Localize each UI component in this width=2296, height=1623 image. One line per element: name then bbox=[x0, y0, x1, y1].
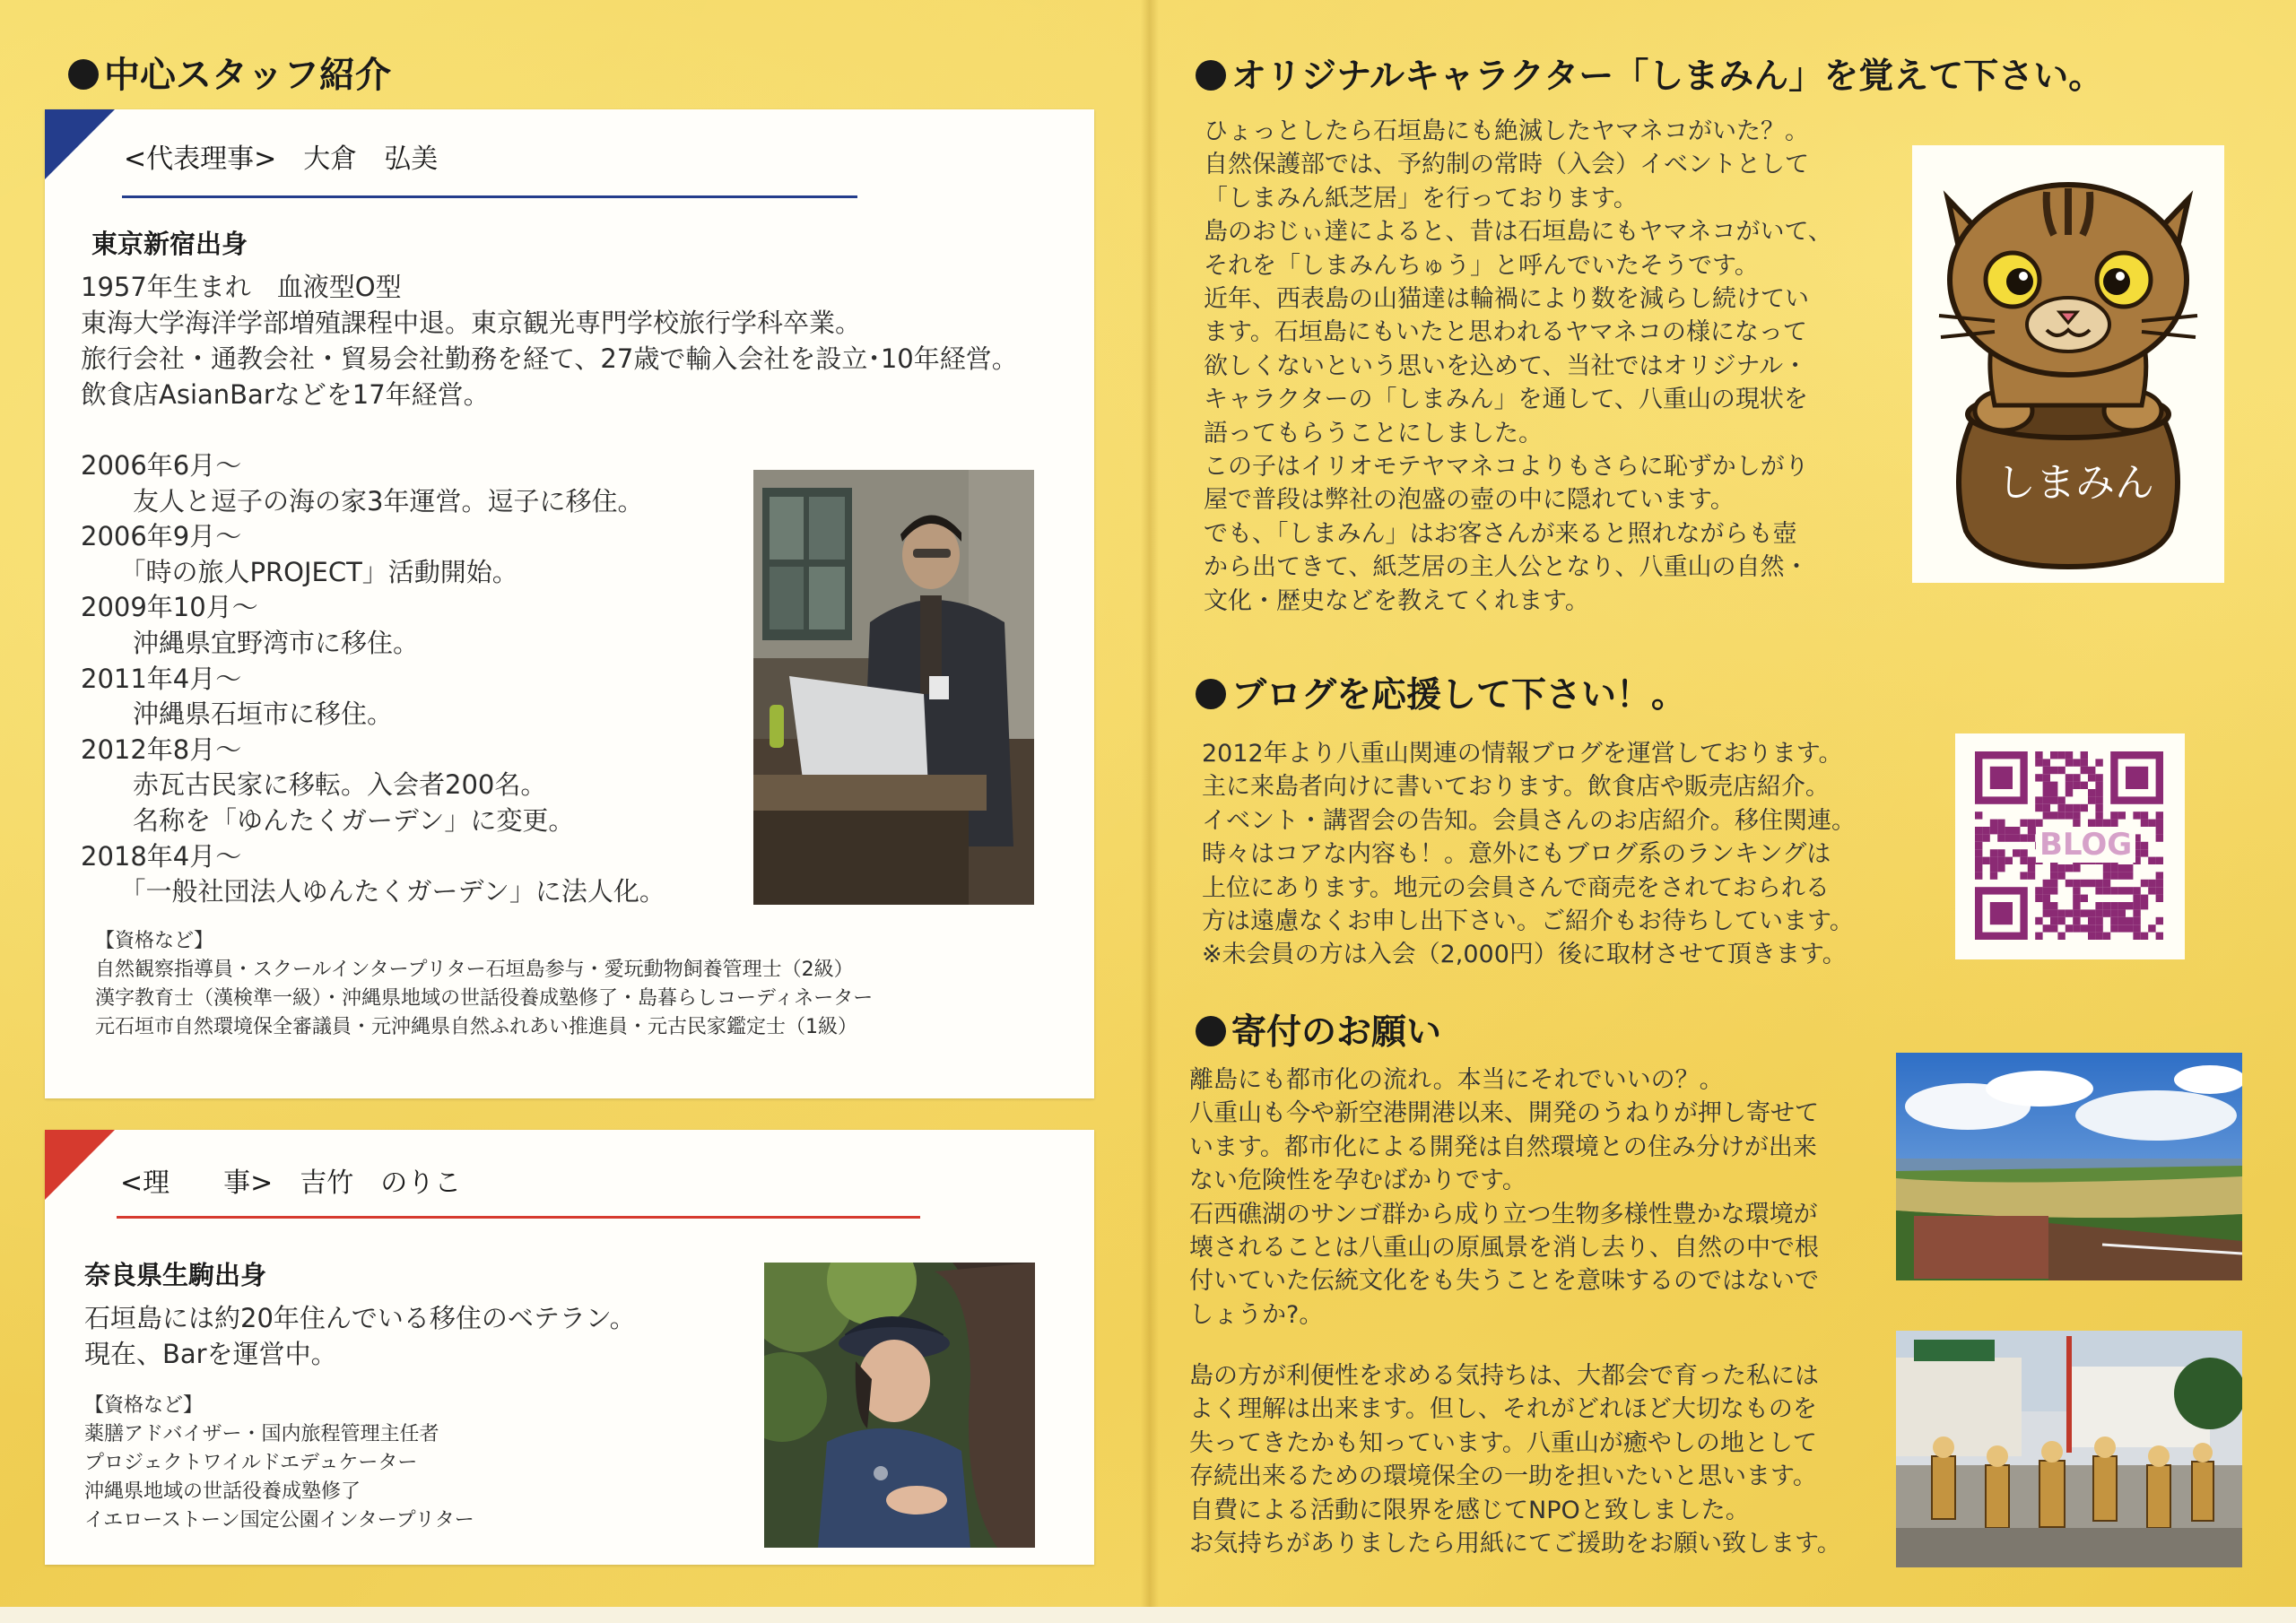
timeline-line: 2011年4月～ bbox=[81, 663, 242, 694]
blog-qr-code[interactable] bbox=[1955, 733, 2185, 959]
paragraph-line: でも、「しまみん」はお客さんが来ると照れながらも壺 bbox=[1204, 519, 1797, 548]
paragraph-line: 島の方が利便性を求める気持ちは、大都会で育った私には bbox=[1189, 1362, 1819, 1390]
paragraph-line: しょうか?。 bbox=[1189, 1300, 1324, 1329]
qualification-line: 自然観察指導員・スクールインタープリター石垣島参与・愛玩動物飼養管理士（2級） bbox=[95, 959, 854, 981]
paragraph-line: 八重山も今や新空港開港以来、開発のうねりが押し寄せて bbox=[1189, 1099, 1819, 1128]
paragraph-line: 失ってきたかも知っています。八重山が癒やしの地として bbox=[1189, 1428, 1817, 1457]
chair-qualifications bbox=[95, 927, 873, 1042]
paragraph-line: 欲しくないという思いを込めて、当社ではオリジナル・ bbox=[1204, 352, 1808, 380]
bullet-dot bbox=[1196, 679, 1226, 709]
bio-line: 飲食店AsianBarなどを17年経営。 bbox=[81, 379, 490, 410]
paragraph-line: 上位にあります。地元の会員さんで商売をされておられる bbox=[1202, 873, 1830, 902]
chair-title: <代表理事> 大倉 弘美 bbox=[124, 143, 439, 175]
director-photo bbox=[764, 1263, 1035, 1548]
paragraph-line: ない危険性を孕むばかりです。 bbox=[1189, 1167, 1526, 1195]
timeline-line: 「一般社団法人ゆんたくガーデン」に法人化。 bbox=[81, 876, 665, 907]
paragraph-line: 島のおじぃ達によると、昔は石垣島にもヤマネコがいて、 bbox=[1204, 218, 1832, 247]
timeline-line: 2018年4月～ bbox=[81, 840, 242, 872]
paragraph-line: 自然保護部では、予約制の常時（入会）イベントとして bbox=[1204, 151, 1809, 179]
donation-text-b bbox=[1189, 1359, 1841, 1560]
section-heading-character bbox=[1196, 48, 2103, 99]
bullet-dot bbox=[68, 59, 99, 90]
timeline-line: 友人と逗子の海の家3年運営。逗子に移住。 bbox=[81, 485, 644, 516]
chair-title-rule bbox=[122, 195, 857, 198]
paragraph-line: 石西礁湖のサンゴ群から成り立つ生物多様性豊かな環境が bbox=[1189, 1200, 1818, 1228]
qualification-line: 漢字教育士（漢検準一級）・沖縄県地域の世話役養成塾修了・島暮らしコーディネーター bbox=[95, 987, 874, 1010]
paragraph-line: 2012年より八重山関連の情報ブログを運営しております。 bbox=[1202, 740, 1843, 768]
paragraph-line: から出てきて、紙芝居の主人公となり、八重山の自然・ bbox=[1204, 553, 1809, 582]
bio-line: 石垣島には約20年住んでいる移住のベテラン。 bbox=[84, 1303, 636, 1333]
section-heading-donation bbox=[1196, 1004, 1441, 1055]
donation-title: 寄付のお願い bbox=[1231, 1012, 1442, 1053]
qualification-line: 【資格など】 bbox=[84, 1394, 204, 1417]
paragraph-line: 方は遠慮なくお申し出下さい。ご紹介もお待ちしています。 bbox=[1202, 907, 1854, 936]
paragraph-line: 付いていた伝統文化をも失うことを意味するのではないで bbox=[1189, 1267, 1819, 1296]
blog-title: ブログを応援して下さい！。 bbox=[1231, 675, 1687, 716]
paragraph-line: お気持ちがありましたら用紙にてご援助をお願い致します。 bbox=[1189, 1530, 1841, 1558]
paragraph-line: それを「しまみんちゅう」と呼んでいたそうです。 bbox=[1204, 251, 1759, 280]
timeline-line: 名称を「ゆんたくガーデン」に変更。 bbox=[81, 804, 575, 836]
paragraph-line: ひょっとしたら石垣島にも絶滅したヤマネコがいた？。 bbox=[1204, 117, 1809, 145]
festival-photo bbox=[1896, 1331, 2242, 1567]
shimamin-character-image bbox=[1912, 145, 2224, 583]
blog-text bbox=[1202, 737, 1856, 972]
paragraph-line: 自費による活動に限界を感じてNPOと致しました。 bbox=[1189, 1496, 1750, 1524]
paragraph-line: 壊されることは八重山の原風景を消し去り、自然の中で根 bbox=[1189, 1234, 1819, 1263]
paragraph-line: 時々はコアな内容も！。意外にもブログ系のランキングは bbox=[1202, 840, 1831, 869]
paragraph-line: イベント・講習会の告知。会員さんのお店紹介。移住関連。 bbox=[1202, 806, 1856, 835]
director-profile-card bbox=[45, 1130, 1094, 1565]
qualification-line: 元石垣市自然環境保全審議員・元沖縄県自然ふれあい推進員・元古民家鑑定士（1級） bbox=[95, 1016, 857, 1038]
bio-line: 現在、Barを運営中。 bbox=[84, 1339, 337, 1369]
landscape-photo bbox=[1896, 1053, 2242, 1280]
director-title: <理 事> 吉竹 のりこ bbox=[120, 1167, 462, 1199]
director-title-rule bbox=[117, 1216, 920, 1219]
qualification-line: 薬膳アドバイザー・国内旅程管理主任者 bbox=[84, 1423, 439, 1445]
paragraph-line: 近年、西表島の山猫達は輪禍により数を減らし続けてい bbox=[1204, 285, 1809, 314]
timeline-line: 2012年8月～ bbox=[81, 733, 242, 765]
timeline-line: 赤瓦古民家に移転。入会者200名。 bbox=[81, 769, 547, 801]
paragraph-line: 主に来島者向けに書いております。飲食店や販売店紹介。 bbox=[1202, 773, 1830, 802]
section-heading-staff bbox=[68, 47, 391, 98]
timeline-line: 「時の旅人PROJECT」活動開始。 bbox=[81, 556, 518, 587]
qualification-line: イエローストーン国定公園インタープリター bbox=[84, 1509, 474, 1532]
character-text bbox=[1204, 115, 1832, 618]
bullet-dot bbox=[1196, 1016, 1226, 1046]
character-title: オリジナルキャラクター「しまみん」を覚えて下さい。 bbox=[1231, 56, 2104, 97]
paragraph-line: キャラクターの「しまみん」を通して、八重山の現状を bbox=[1204, 386, 1808, 414]
bio-line: 1957年生まれ 血液型O型 bbox=[81, 272, 402, 302]
paragraph-line: 屋で普段は弊社の泡盛の壺の中に隠れています。 bbox=[1204, 486, 1735, 515]
chair-photo bbox=[753, 470, 1034, 905]
paragraph-line: よく理解は出来ます。但し、それがどれほど大切なものを bbox=[1189, 1395, 1817, 1424]
bio-line: 旅行会社・通教会社・貿易会社勤務を経て、27歳で輸入会社を設立･10年経営。 bbox=[81, 343, 1018, 374]
qualification-line: 沖縄県地域の世話役養成塾修了 bbox=[84, 1480, 361, 1503]
pot-label: しまみん bbox=[1996, 460, 2154, 506]
paragraph-line: 「しまみん紙芝居」を行っております。 bbox=[1204, 184, 1638, 213]
chair-origin: 東京新宿出身 bbox=[91, 229, 248, 259]
timeline-line: 沖縄県石垣市に移住。 bbox=[81, 699, 394, 730]
paragraph-line: ※未会員の方は入会（2,000円）後に取材させて頂きます。 bbox=[1202, 941, 1847, 969]
timeline-line: 2006年6月～ bbox=[81, 450, 242, 481]
director-origin: 奈良県生駒出身 bbox=[84, 1260, 267, 1290]
paragraph-line: この子はイリオモテヤマネコよりもさらに恥ずかしがり bbox=[1204, 453, 1809, 482]
paragraph-line: います。都市化による開発は自然環境との住み分けが出来 bbox=[1189, 1133, 1817, 1161]
corner-accent-blue bbox=[45, 109, 115, 179]
chair-bio bbox=[81, 269, 1018, 412]
bottom-edge bbox=[0, 1607, 2296, 1623]
paragraph-line: ます。石垣島にもいたと思われるヤマネコの様になって bbox=[1204, 318, 1807, 347]
donation-text-a bbox=[1189, 1063, 1819, 1332]
section-title: 中心スタッフ紹介 bbox=[104, 55, 391, 96]
qualification-line: 【資格など】 bbox=[95, 930, 214, 952]
timeline-line: 2006年9月～ bbox=[81, 521, 242, 552]
corner-accent-red bbox=[45, 1130, 115, 1200]
timeline-line: 沖縄県宜野湾市に移住。 bbox=[81, 627, 420, 658]
director-bio bbox=[84, 1300, 636, 1372]
section-heading-blog bbox=[1196, 667, 1686, 717]
qr-label: BLOG bbox=[2036, 827, 2135, 863]
qualification-line: プロジェクトワイルドエデュケーター bbox=[84, 1452, 418, 1474]
paragraph-line: 存続出来るための環境保全の一助を担いたいと思います。 bbox=[1189, 1462, 1817, 1491]
chair-timeline bbox=[81, 448, 665, 910]
bio-line: 東海大学海洋学部増殖課程中退。東京観光専門学校旅行学科卒業。 bbox=[81, 308, 862, 338]
paragraph-line: 語ってもらうことにしました。 bbox=[1204, 419, 1543, 447]
page-fold bbox=[1141, 0, 1159, 1623]
paragraph-line: 離島にも都市化の流れ。本当にそれでいいの？。 bbox=[1189, 1066, 1724, 1094]
chair-profile-card bbox=[45, 109, 1094, 1098]
director-qualifications bbox=[84, 1392, 474, 1535]
bullet-dot bbox=[1196, 60, 1226, 91]
timeline-line: 2009年10月～ bbox=[81, 592, 258, 623]
paragraph-line: 文化・歴史などを教えてくれます。 bbox=[1204, 586, 1589, 615]
